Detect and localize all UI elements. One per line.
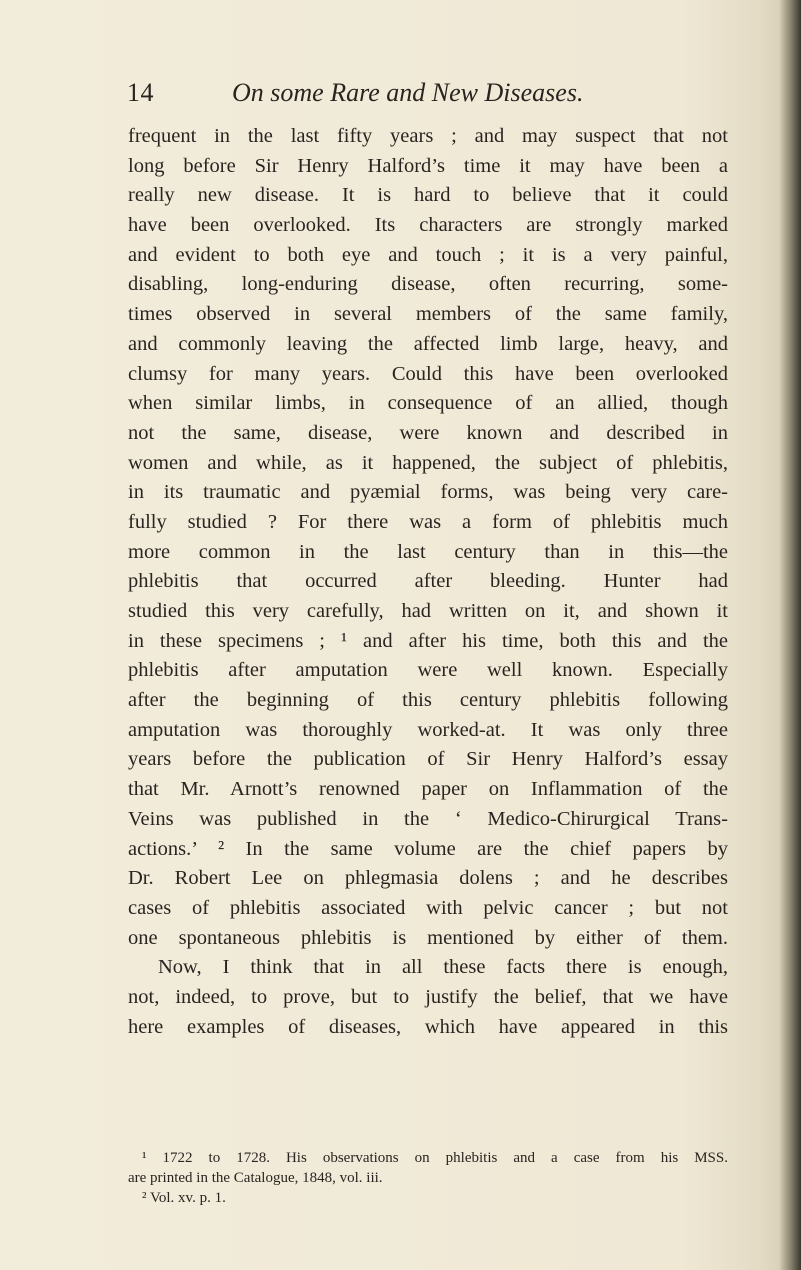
text-line: here examples of diseases, which have appeared in this bbox=[128, 1015, 728, 1038]
text-line: that Mr. Arnott’s renowned paper on Inflammation of the bbox=[128, 778, 728, 801]
text-line: one spontaneous phlebitis is mentioned by either of them. bbox=[128, 926, 728, 949]
text-line: in its traumatic and pyæmial forms, was being very care- bbox=[128, 481, 728, 504]
text-line: not the same, disease, were known and described in bbox=[128, 421, 728, 444]
body-text bbox=[128, 122, 728, 1042]
text-line: clumsy for many years. Could this have been overlooked bbox=[128, 362, 728, 385]
text-line: amputation was thoroughly worked-at. It was only three bbox=[128, 718, 728, 741]
text-line: have been overlooked. Its characters are strongly marked bbox=[128, 214, 728, 237]
footnotes bbox=[128, 1148, 728, 1208]
text-line: fully studied ? For there was a form of phlebitis much bbox=[128, 510, 728, 533]
text-line: not, indeed, to prove, but to justify the belief, that we have bbox=[128, 985, 728, 1008]
text-line: phlebitis after amputation were well known. Especially bbox=[128, 659, 728, 682]
page-number: 14 bbox=[127, 78, 154, 107]
text-line: studied this very carefully, had written on it, and shown it bbox=[128, 600, 728, 622]
text-line: after the beginning of this century phlebitis following bbox=[128, 689, 728, 712]
footnote-line: ¹ 1722 to 1728. His observations on phlebitis and a case from his MSS. bbox=[142, 1150, 728, 1166]
text-line: actions.’ ² In the same volume are the chief papers by bbox=[128, 837, 728, 860]
footnote-line: are printed in the Catalogue, 1848, vol. iii. bbox=[128, 1170, 383, 1186]
text-line: more common in the last century than in this—the bbox=[128, 540, 728, 563]
running-title: On some Rare and New Diseases. bbox=[232, 78, 584, 107]
text-line: phlebitis that occurred after bleeding. Hunter had bbox=[128, 570, 728, 593]
page-edge-shadow bbox=[779, 0, 801, 1270]
text-line: and evident to both eye and touch ; it is a very painful, bbox=[128, 243, 728, 266]
text-line: women and while, as it happened, the subject of phlebitis, bbox=[128, 451, 728, 474]
page-header bbox=[127, 78, 727, 114]
footnote-line: ² Vol. xv. p. 1. bbox=[142, 1190, 226, 1206]
text-line: Veins was published in the ‘ Medico-Chirurgical Trans- bbox=[128, 807, 728, 830]
text-line: cases of phlebitis associated with pelvic cancer ; but not bbox=[128, 896, 728, 919]
text-line: really new disease. It is hard to believe that it could bbox=[128, 184, 728, 207]
text-line: Dr. Robert Lee on phlegmasia dolens ; and he describes bbox=[128, 867, 728, 890]
text-line: years before the publication of Sir Henry Halford’s essay bbox=[128, 748, 728, 771]
text-line: long before Sir Henry Halford’s time it may have been a bbox=[128, 154, 728, 177]
text-line: frequent in the last fifty years ; and may suspect that not bbox=[128, 125, 728, 147]
text-line: Now, I think that in all these facts there is enough, bbox=[158, 956, 728, 979]
text-line: when similar limbs, in consequence of an allied, though bbox=[128, 392, 728, 415]
text-line: times observed in several members of the same family, bbox=[128, 303, 728, 326]
text-line: disabling, long-enduring disease, often recurring, some- bbox=[128, 273, 728, 296]
text-line: and commonly leaving the affected limb large, heavy, and bbox=[128, 332, 728, 355]
text-line: in these specimens ; ¹ and after his time, both this and the bbox=[128, 629, 728, 652]
